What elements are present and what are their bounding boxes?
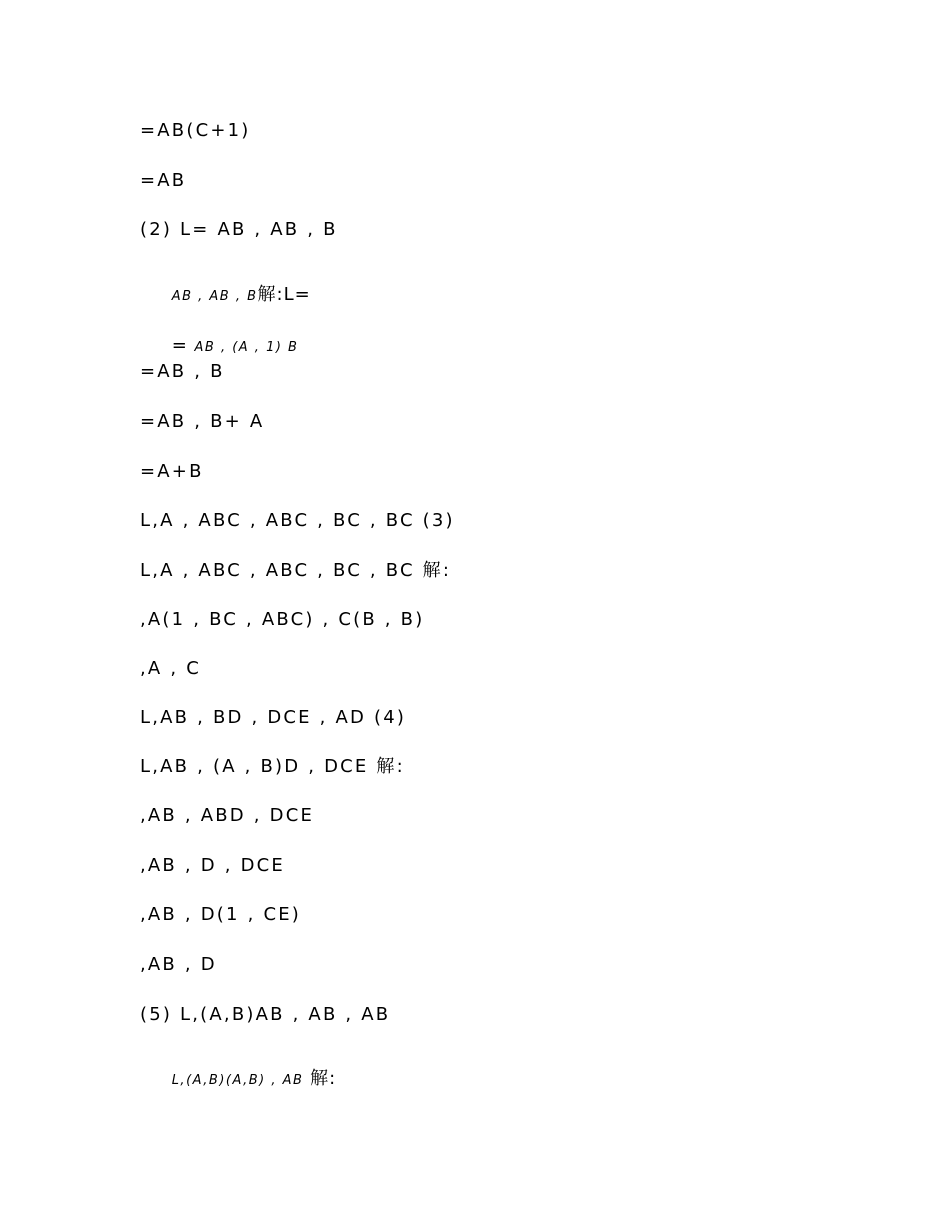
equation-line-18: ,AB , D <box>140 954 217 975</box>
solution-label: 解:L= <box>257 284 311 305</box>
problem-4-statement: L,AB , BD , DCE , AD (4) <box>140 707 407 728</box>
solution-label: 解: <box>303 1068 337 1089</box>
equation-line-6: =AB , B <box>140 361 225 382</box>
problem-4-solution-header: L,AB , (A , B)D , DCE 解: <box>140 756 405 777</box>
problem-2-statement: (2) L= AB , AB , B <box>140 219 338 240</box>
problem-5-solution-header <box>140 1046 336 1114</box>
equation-line-12: ,A , C <box>140 658 201 679</box>
equation-line-2: =AB <box>140 170 187 191</box>
equation-line-7: =AB , B+ A <box>140 411 265 432</box>
equation-expression: AB , (A , 1) B <box>194 340 299 355</box>
problem-5-statement: (5) L,(A,B)AB , AB , AB <box>140 1004 391 1025</box>
equation-line-15: ,AB , ABD , DCE <box>140 805 315 826</box>
problem-3-statement: L,A , ABC , ABC , BC , BC (3) <box>140 510 455 531</box>
problem-3-solution-header: L,A , ABC , ABC , BC , BC 解: <box>140 560 452 581</box>
equation-line-16: ,AB , D , DCE <box>140 855 285 876</box>
equals-prefix: = <box>171 335 195 356</box>
equation-line-17: ,AB , D(1 , CE) <box>140 904 302 925</box>
solution-expression: AB , AB , B <box>171 289 258 304</box>
equation-line-11: ,A(1 , BC , ABC) , C(B , B) <box>140 609 425 630</box>
equation-line-8: =A+B <box>140 461 204 482</box>
equation-line-1: =AB(C+1) <box>140 120 251 141</box>
solution-expression: L,(A,B)(A,B) , AB <box>171 1073 304 1088</box>
